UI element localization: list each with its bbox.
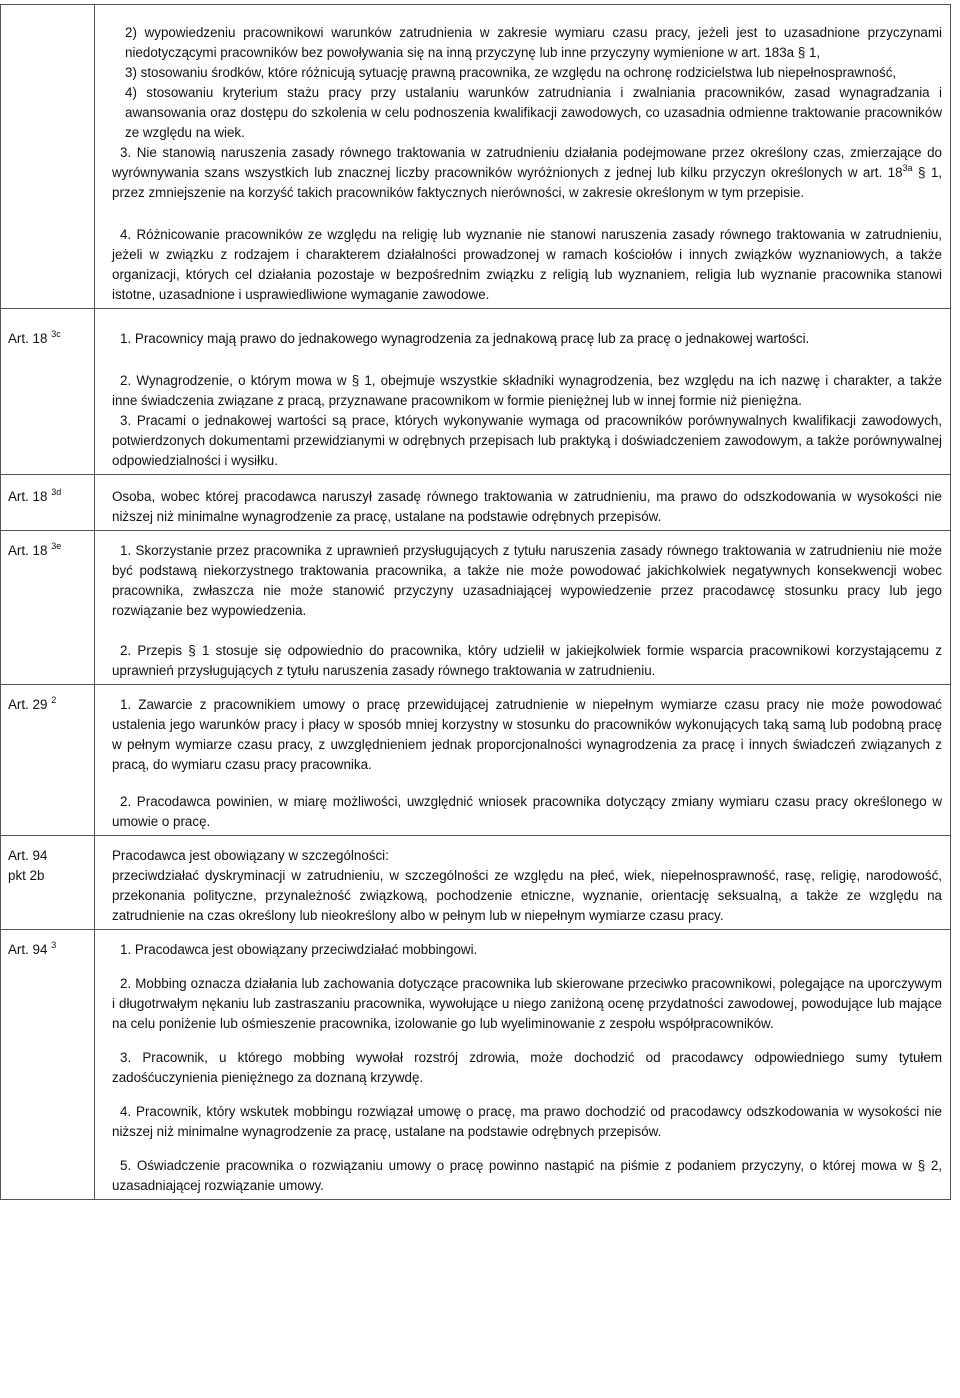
- paragraph: przeciwdziałać dyskryminacji w zatrudnieniu, w szczególności ze względu na płeć, wiek, niepełnosprawność, rasę, religię, narodowość, przekonania polityczne, przynależność związkową, pochodzenie etniczne, wyznanie, orientację seksualną, a także ze względu na zatrudnienie na czas określony lub nieokreślony albo w pełnym lub w niepełnym wymiarze czasu pracy.: [112, 868, 942, 923]
- paragraph: 1. Skorzystanie przez pracownika z uprawnień przysługujących z tytułu naruszenia zasady równego traktowania w zatrudnieniu nie może być podstawą niekorzystnego traktowania pracownika, a także nie może powodować jakichkolwiek negatywnych konsekwencji wobec pracownika, zwłaszcza nie może stanowić przyczyny uzasadniającej wypowiedzenie przez pracodawcę stosunku pracy lub jego rozwiązanie bez wypowiedzenia.: [112, 543, 942, 618]
- article-body: [95, 475, 951, 531]
- paragraph: 1. Pracodawca jest obowiązany przeciwdziałać mobbingowi.: [120, 942, 478, 957]
- paragraph: Osoba, wobec której pracodawca naruszył zasadę równego traktowania w zatrudnieniu, ma prawo do odszkodowania w wysokości nie niższej niż minimalne wynagrodzenie za pracę, ustalane na podstawie odrębnych przepisów.: [112, 489, 942, 524]
- article-label-text: Art. 18: [8, 543, 48, 558]
- article-body: [95, 309, 951, 475]
- paragraph: [112, 143, 942, 203]
- paragraph: 4) stosowaniu kryterium stażu pracy przy ustalaniu warunków zatrudniania i zwalniania pracowników, zasad wynagradzania i awansowania oraz dostępu do szkolenia w celu podnoszenia kwalifikacji zawodowych, co uzasadnia odmienne traktowanie pracowników ze względu na wiek.: [125, 85, 942, 140]
- paragraph: 3) stosowaniu środków, które różnicują sytuację prawną pracownika, ze względu na ochronę rodzicielstwa lub niepełnosprawność,: [125, 65, 897, 80]
- article-label: [1, 930, 95, 1200]
- article-label: [1, 309, 95, 475]
- article-row: [1, 475, 951, 531]
- article-label-text: Art. 29: [8, 697, 48, 712]
- article-label: [1, 685, 95, 836]
- article-row: [1, 531, 951, 685]
- article-body: [95, 5, 951, 309]
- paragraph: 3. Pracownik, u którego mobbing wywołał rozstrój zdrowia, może dochodzić od pracodawcy odpowiedniego sumy tytułem zadośćuczynienia pieniężnego za doznaną krzywdę.: [112, 1050, 942, 1085]
- article-label-text: Art. 94: [8, 848, 48, 863]
- paragraph: 2. Pracodawca powinien, w miarę możliwości, uwzględnić wniosek pracownika dotyczący zmiany wymiaru czasu pracy określonego w umowie o pracę.: [112, 794, 942, 829]
- paragraph-text: 3. Nie stanowią naruszenia zasady równego traktowania w zatrudnieniu działania podejmowane przez określony czas, zmierzające do wyrównywania szans wszystkich lub znacznej liczby pracowników wyróżnionych z jednej lub kilku przyczyn określonych w art. 18: [112, 145, 942, 180]
- article-body: [95, 531, 951, 685]
- article-label: [1, 5, 95, 309]
- paragraph: 4. Pracownik, który wskutek mobbingu rozwiązał umowę o pracę, ma prawo dochodzić od pracodawcy odszkodowania w wysokości nie niższej niż minimalne wynagrodzenie za pracę, ustalane na podstawie odrębnych przepisów.: [112, 1104, 942, 1139]
- superscript: 3a: [902, 162, 913, 173]
- article-label-line2: pkt 2b: [8, 868, 45, 883]
- article-body: [95, 836, 951, 930]
- law-articles-table: [0, 4, 951, 1200]
- paragraph: 1. Zawarcie z pracownikiem umowy o pracę przewidującej zatrudnienie w niepełnym wymiarze czasu pracy nie może powodować ustalenia jego warunków pracy i płacy w sposób mniej korzystny w stosunku do pracowników wykonujących taką samą lub podobną pracę w pełnym wymiarze czasu pracy, z uwzględnieniem jednak proporcjonalności wynagrodzenia za pracę i innych świadczeń związanych z pracą, do wymiaru czasu pracy pracownika.: [112, 697, 942, 772]
- article-label: [1, 475, 95, 531]
- article-row: [1, 309, 951, 475]
- paragraph: 2. Mobbing oznacza działania lub zachowania dotyczące pracownika lub skierowane przeciwko pracownikowi, polegające na uporczywym i długotrwałym nękaniu lub zastraszaniu pracownika, wywołujące u niego zaniżoną ocenę przydatności zawodowej, powodujące lub mające na celu poniżenie lub ośmieszenie pracownika, izolowanie go lub wyeliminowanie z zespołu współpracowników.: [112, 976, 942, 1031]
- paragraph: 2) wypowiedzeniu pracownikowi warunków zatrudnienia w zakresie wymiaru czasu pracy, jeżeli jest to uzasadnione przyczynami niedotyczącymi pracowników bez powoływania się na inną przyczynę lub inne przyczyny wymienione w art. 183a § 1,: [125, 25, 942, 60]
- paragraph: 5. Oświadczenie pracownika o rozwiązaniu umowy o pracę powinno nastąpić na piśmie z podaniem przyczyny, o której mowa w § 2, uzasadniającej rozwiązanie umowy.: [112, 1158, 942, 1193]
- article-label-text: Art. 18: [8, 489, 48, 504]
- article-row: [1, 930, 951, 1200]
- article-label: [1, 531, 95, 685]
- article-label-sup: 2: [51, 694, 57, 705]
- paragraph: 2. Wynagrodzenie, o którym mowa w § 1, obejmuje wszystkie składniki wynagrodzenia, bez względu na ich nazwę i charakter, a także inne świadczenia związane z pracą, przyznawane pracownikom w formie pieniężnej lub w innej formie niż pieniężna.: [112, 373, 942, 408]
- article-label: [1, 836, 95, 930]
- article-label-sup: 3d: [51, 486, 62, 497]
- article-label-sup: 3: [51, 939, 57, 950]
- article-label-sup: 3e: [51, 540, 62, 551]
- article-body: [95, 685, 951, 836]
- article-row: [1, 685, 951, 836]
- paragraph: 4. Różnicowanie pracowników ze względu na religię lub wyznanie nie stanowi naruszenia zasady równego traktowania w zatrudnieniu, jeżeli w związku z rodzajem i charakterem działalności prowadzonej w ramach kościołów i innych związków wyznaniowych, a także organizacji, których cel działania pozostaje w bezpośrednim związku z religią lub wyznaniem, religia lub wyznanie pracownika stanowi istotne, uzasadnione i usprawiedliwione wymaganie zawodowe.: [112, 227, 942, 302]
- article-body: [95, 930, 951, 1200]
- article-label-text: Art. 18: [8, 331, 48, 346]
- paragraph-text: § 1, przez zmniejszenie na korzyść takich pracowników faktycznych nierówności, w zakresie określonym w tym przepisie.: [112, 165, 942, 200]
- article-label-sup: 3c: [51, 328, 61, 339]
- paragraph: 2. Przepis § 1 stosuje się odpowiednio do pracownika, który udzielił w jakiejkolwiek formie wsparcia pracownikowi korzystającemu z uprawnień przysługujących z tytułu naruszenia zasady równego traktowania w zatrudnieniu.: [112, 643, 942, 678]
- article-label-text: Art. 94: [8, 942, 48, 957]
- paragraph: 3. Pracami o jednakowej wartości są prace, których wykonywanie wymaga od pracowników porównywalnych kwalifikacji zawodowych, potwierdzonych dokumentami przewidzianymi w odrębnych przepisach lub praktyką i doświadczeniem zawodowym, a także porównywalnej odpowiedzialności i wysiłku.: [112, 413, 942, 468]
- article-row: [1, 5, 951, 309]
- paragraph: 1. Pracownicy mają prawo do jednakowego wynagrodzenia za jednakową pracę lub za pracę o jednakowej wartości.: [120, 331, 810, 346]
- article-row: [1, 836, 951, 930]
- paragraph: Pracodawca jest obowiązany w szczególności:: [112, 848, 389, 863]
